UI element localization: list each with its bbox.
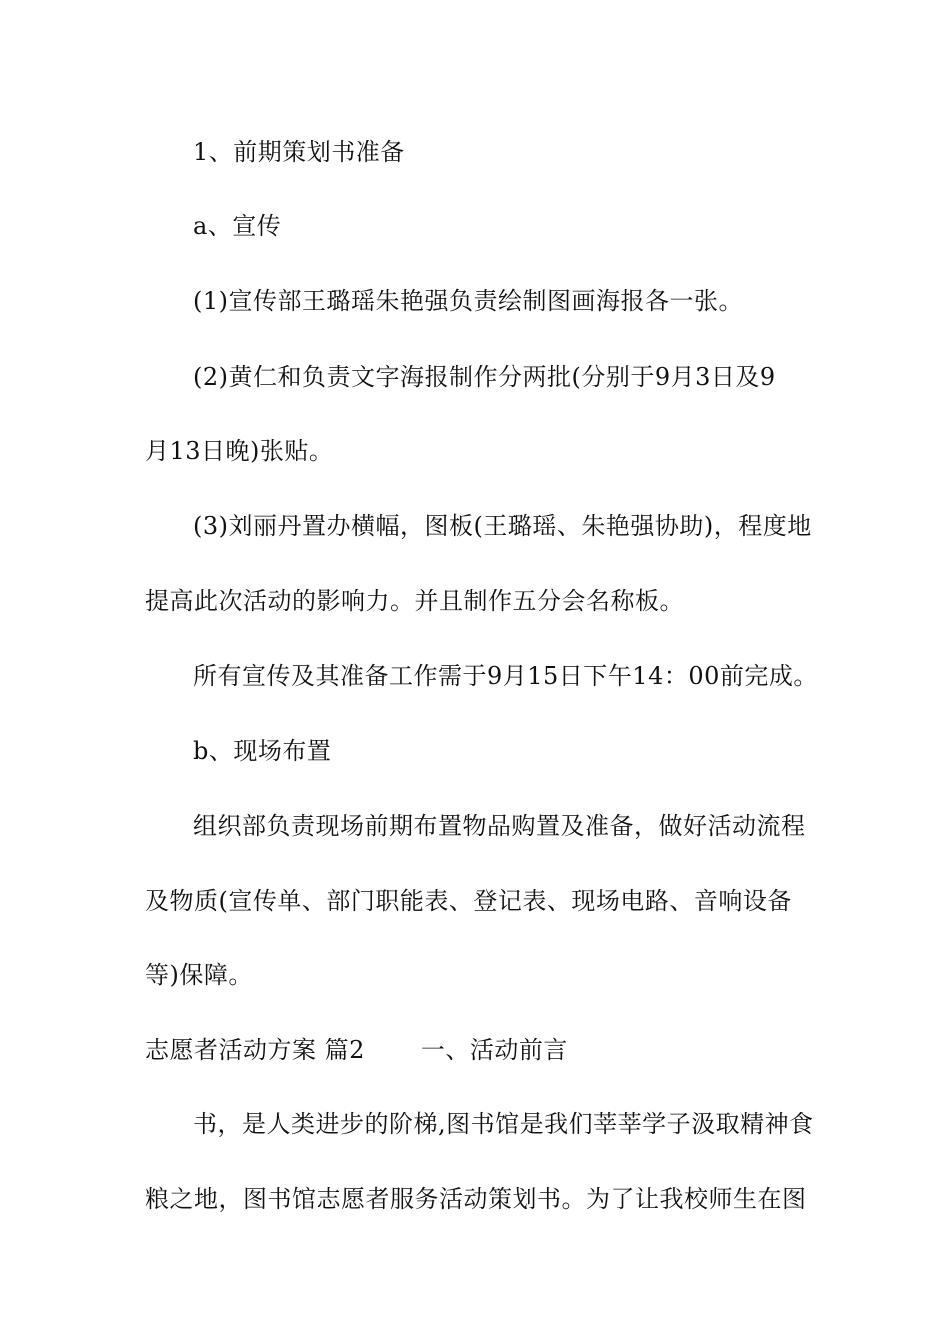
article-title: 志愿者活动方案 篇2 (145, 1036, 365, 1064)
paragraph-line: 所有宣传及其准备工作需于9月15日下午14：00前完成。 (193, 662, 818, 690)
paragraph-line: (1)宣传部王璐瑶朱艳强负责绘制图画海报各一张。 (193, 287, 743, 315)
subsection-heading-publicity: a、宣传 (193, 212, 282, 240)
paragraph-line: 等)保障。 (145, 961, 253, 989)
paragraph-line: 提高此次活动的影响力。并且制作五分会名称板。 (145, 587, 684, 615)
subsection-heading-site-setup: b、现场布置 (193, 737, 332, 765)
section-heading-preparation: 1、前期策划书准备 (193, 138, 405, 166)
paragraph-line: 书，是人类进步的阶梯,图书馆是我们莘莘学子汲取精神食 (193, 1110, 814, 1138)
paragraph-line: 及物质(宣传单、部门职能表、登记表、现场电路、音响设备 (145, 887, 792, 915)
paragraph-line: 组织部负责现场前期布置物品购置及准备，做好活动流程 (193, 812, 806, 840)
paragraph-line: 月13日晚)张贴。 (145, 437, 334, 465)
paragraph-line: (2)黄仁和负责文字海报制作分两批(分别于9月3日及9 (193, 363, 776, 391)
section-heading-preface: 一、活动前言 (420, 1036, 568, 1064)
paragraph-line: (3)刘丽丹置办横幅，图板(王璐瑶、朱艳强协助)，程度地 (193, 512, 812, 540)
paragraph-line: 粮之地，图书馆志愿者服务活动策划书。为了让我校师生在图 (145, 1185, 807, 1213)
section-title-line (145, 1035, 568, 1065)
